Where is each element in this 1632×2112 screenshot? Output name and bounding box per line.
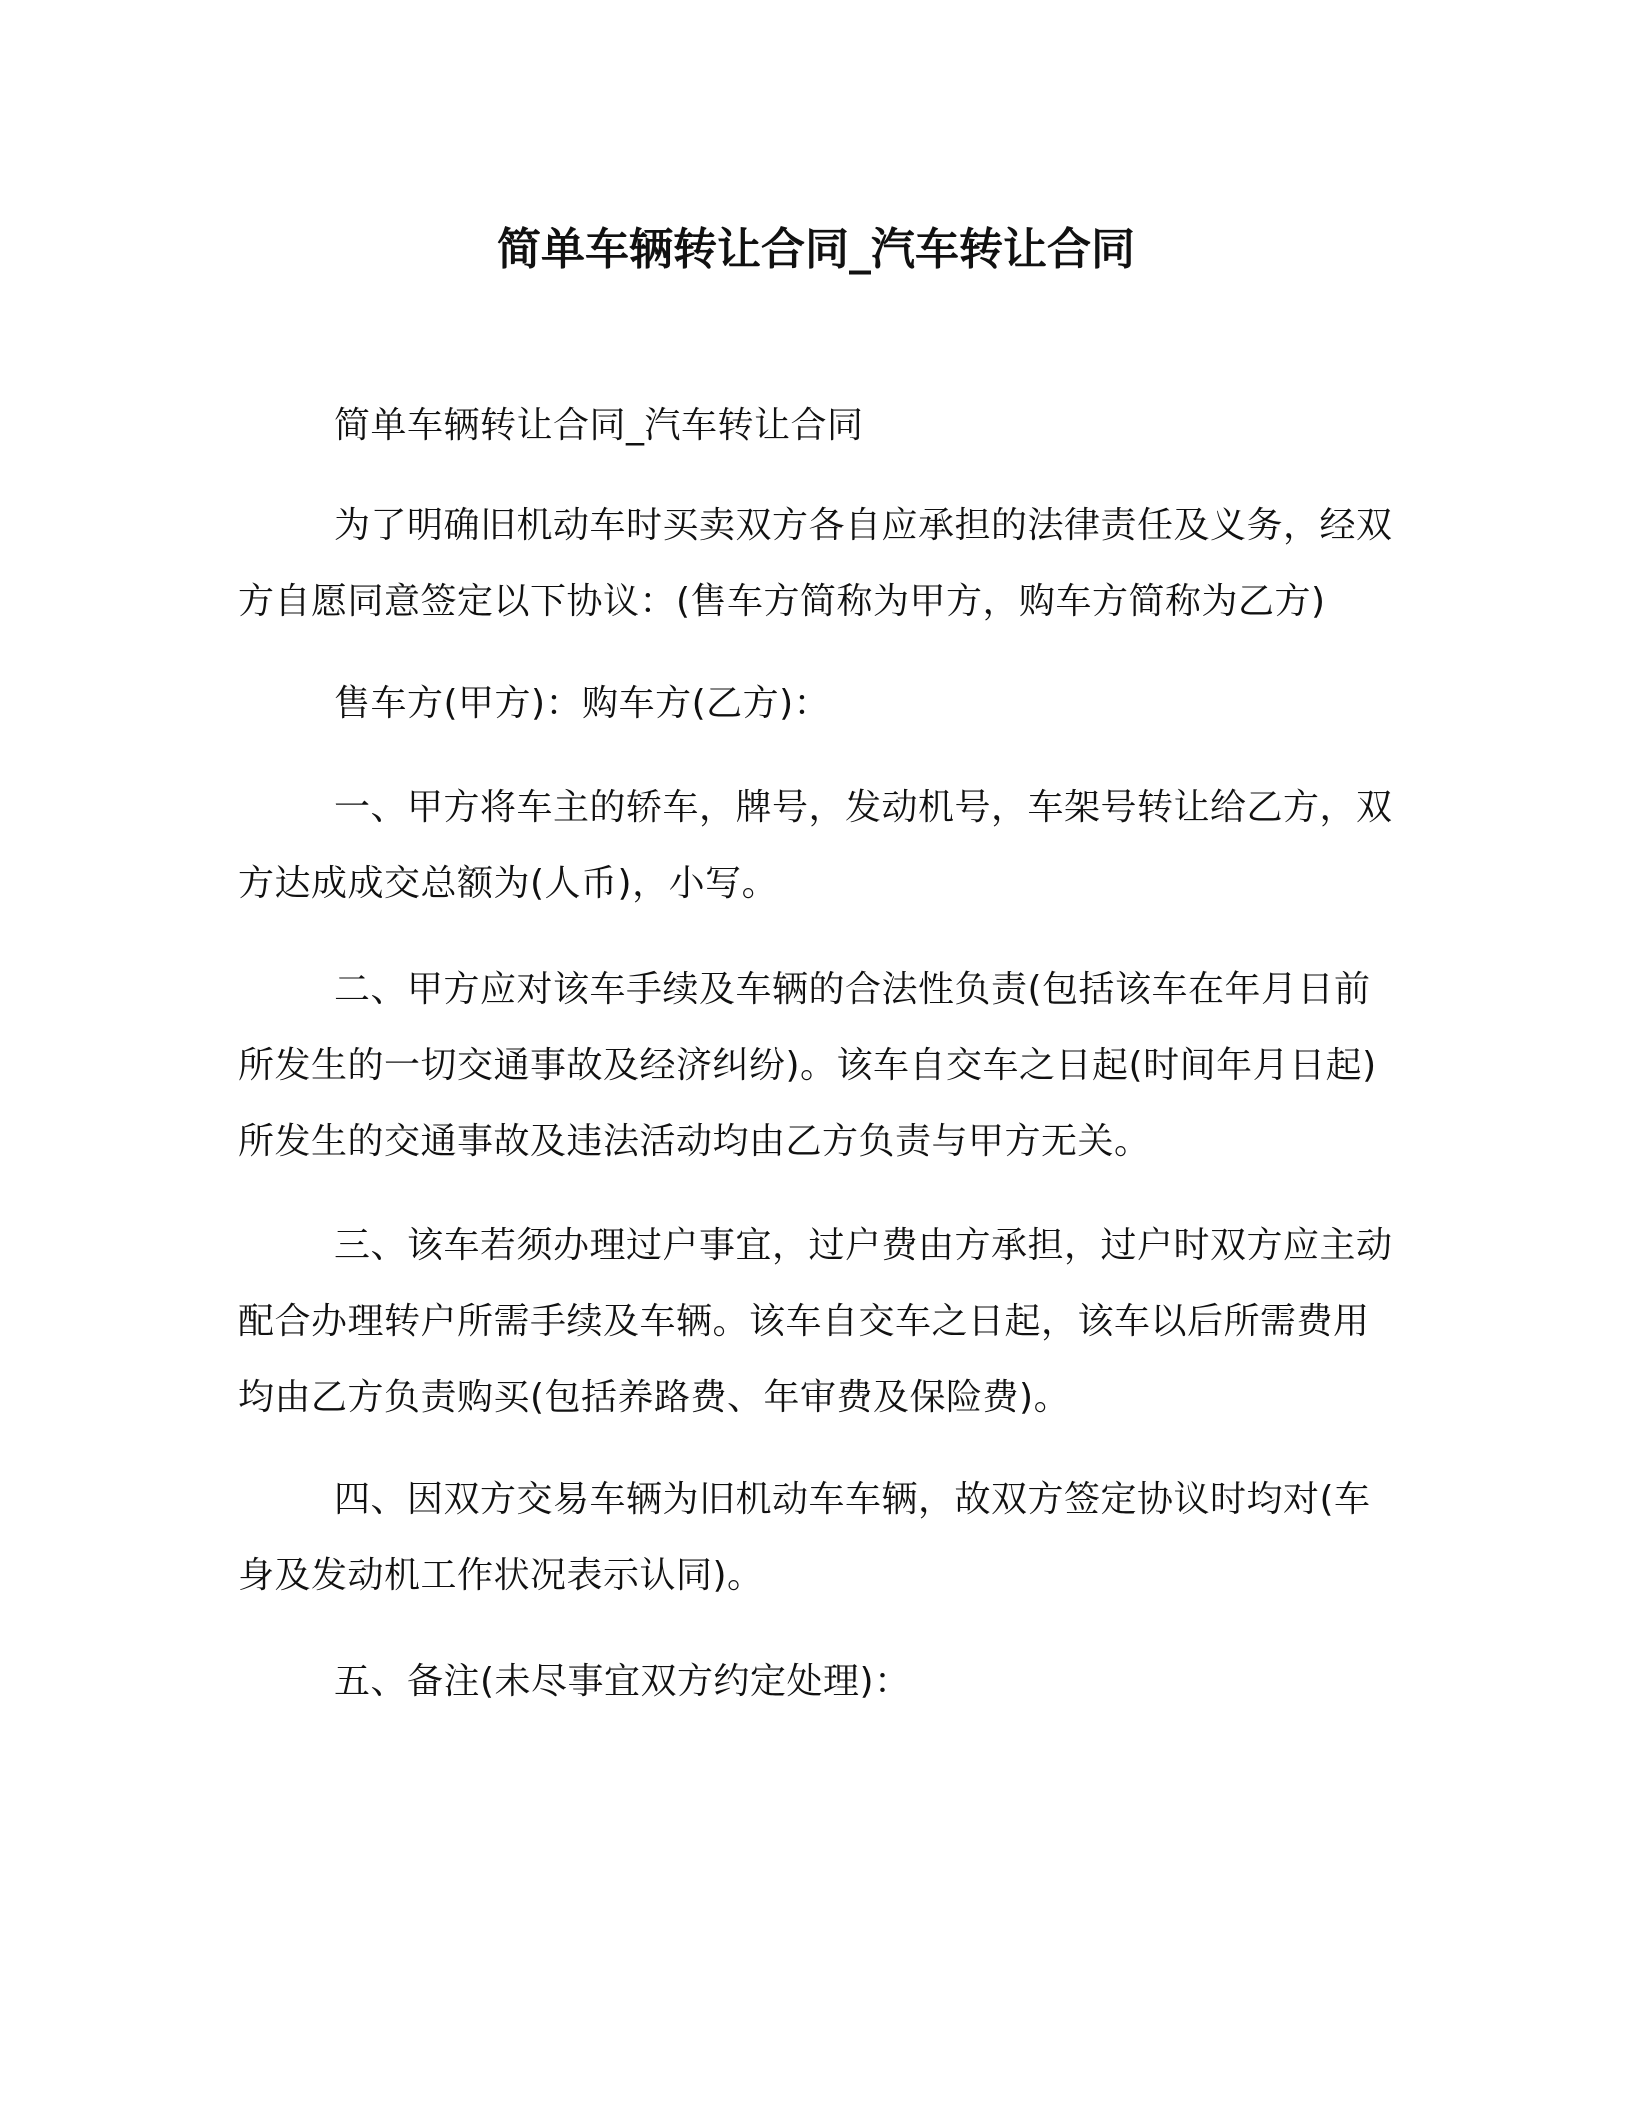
- parties-paragraph: 售车方(甲方)：购车方(乙方)：: [334, 683, 831, 724]
- subtitle-paragraph: 简单车辆转让合同_汽车转让合同: [334, 405, 864, 446]
- clause-3-paragraph: 三、该车若须办理过户事宜，过户费由方承担，过户时双方应主动配合办理转户所需手续及车辆。该车自交车之日起，该车以后所需费用均由乙方负责购买(包括养路费、年审费及保险费)。: [238, 1225, 1393, 1418]
- preamble-paragraph: 为了明确旧机动车时买卖双方各自应承担的法律责任及义务，经双方自愿同意签定以下协议：(售车方简称为甲方，购车方简称为乙方): [238, 505, 1393, 622]
- clause-5-paragraph: 五、备注(未尽事宜双方约定处理)：: [334, 1661, 911, 1702]
- clause-2-paragraph: 二、甲方应对该车手续及车辆的合法性负责(包括该车在年月日前所发生的一切交通事故及经济纠纷)。该车自交车之日起(时间年月日起)所发生的交通事故及违法活动均由乙方负责与甲方无关。: [238, 969, 1377, 1162]
- document-title: 简单车辆转让合同_汽车转让合同: [497, 224, 1135, 275]
- clause-1-paragraph: 一、甲方将车主的轿车，牌号，发动机号，车架号转让给乙方，双方达成成交总额为(人币)，小写。: [238, 787, 1393, 904]
- clause-4-paragraph: 四、因双方交易车辆为旧机动车车辆，故双方签定协议时均对(车身及发动机工作状况表示认同)。: [238, 1479, 1371, 1596]
